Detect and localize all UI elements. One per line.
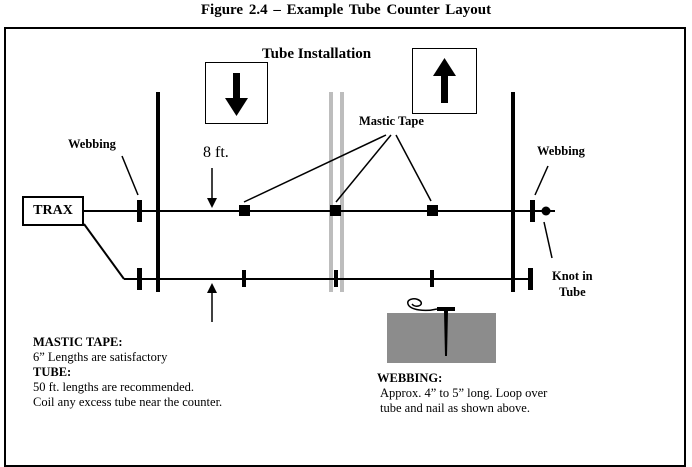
webbing-marker-bottom-right <box>528 268 533 290</box>
tube-bottom-lead <box>84 224 124 279</box>
direction-box-right <box>412 48 477 114</box>
webbing-marker-top-right <box>530 200 535 222</box>
distance-arrow-top-head <box>207 198 217 208</box>
mastic-square-3 <box>427 205 438 216</box>
knot-dot <box>542 207 551 216</box>
knot-label-line2: Tube <box>559 285 586 299</box>
knot-label-line1: Knot in <box>552 269 593 283</box>
figure-title: Figure 2.4 – Example Tube Counter Layout <box>200 2 492 18</box>
mastic-heading: MASTIC TAPE: <box>33 335 123 349</box>
mastic-pointer-3 <box>396 135 431 201</box>
mastic-square-1 <box>239 205 250 216</box>
mastic-tape-label: Mastic Tape <box>359 114 424 128</box>
webbing-text-2: tube and nail as shown above. <box>380 401 530 415</box>
knot-pointer <box>544 222 552 258</box>
tube-text-1: 50 ft. lengths are recommended. <box>33 380 195 394</box>
notes-right <box>377 371 547 416</box>
diagram-heading: Tube Installation <box>262 46 372 62</box>
mastic-tick-3 <box>430 270 434 287</box>
direction-box-left <box>205 62 268 124</box>
trax-counter-box: TRAX <box>22 196 84 226</box>
webbing-marker-top-left <box>137 200 142 222</box>
webbing-text-1: Approx. 4” to 5” long. Loop over <box>380 386 548 400</box>
webbing-heading: WEBBING: <box>377 371 443 385</box>
tube-text-2: Coil any excess tube near the counter. <box>33 395 223 409</box>
mastic-square-2 <box>330 205 341 216</box>
mastic-pointer-1 <box>244 135 386 202</box>
distance-label: 8 ft. <box>203 144 229 161</box>
distance-arrow-bottom-head <box>207 283 217 293</box>
arrow-up-icon <box>413 49 476 113</box>
mastic-tick-2 <box>334 270 338 287</box>
webbing-left-pointer <box>122 156 138 195</box>
notes-left <box>33 335 222 410</box>
tube-heading: TUBE: <box>33 365 72 379</box>
ground-block <box>387 313 496 363</box>
webbing-right-pointer <box>535 166 548 195</box>
mastic-tick-1 <box>242 270 246 287</box>
webbing-right-label: Webbing <box>537 144 585 158</box>
webbing-left-label: Webbing <box>68 137 116 151</box>
webbing-marker-bottom-left <box>137 268 142 290</box>
mastic-text: 6” Lengths are satisfactory <box>33 350 168 364</box>
arrow-down-icon <box>206 63 267 123</box>
